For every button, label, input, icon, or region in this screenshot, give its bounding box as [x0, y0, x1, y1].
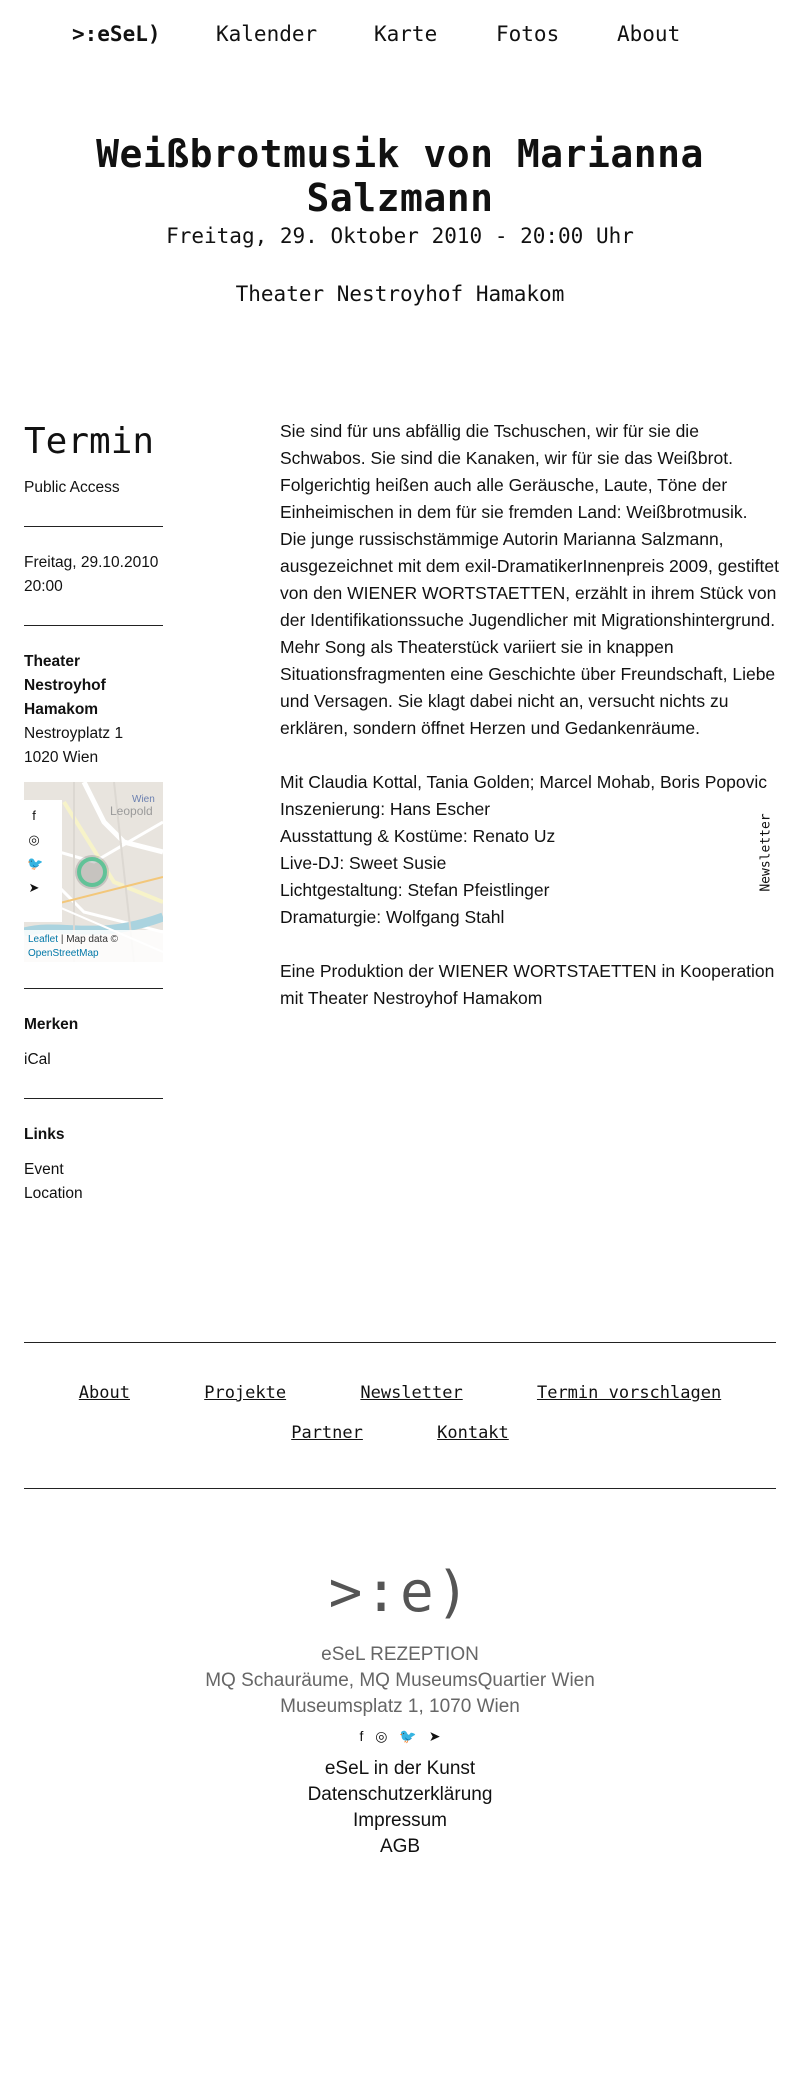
merken-heading: Merken [24, 1016, 79, 1033]
cast-line: Mit Claudia Kottal, Tania Golden; Marcel Mohab, Boris Popovic [280, 772, 768, 792]
access-label: Public Access [24, 479, 120, 496]
footer-link-termin-vorschlagen[interactable]: Termin vorschlagen [536, 1383, 722, 1403]
nav-about[interactable]: About [617, 22, 681, 46]
venue-name-line: Hamakom [24, 701, 99, 718]
links-heading: Links [24, 1126, 65, 1143]
location-map[interactable] [24, 782, 163, 962]
footer-link-projekte[interactable]: Projekte [204, 1383, 287, 1403]
event-title: Weißbrotmusik von Marianna Salzmann [96, 132, 704, 220]
instagram-icon[interactable]: ◎ [28, 832, 40, 847]
credit-line: Ausstattung & Kostüme: Renato Uz [280, 826, 556, 846]
legal-link-impressum[interactable]: Impressum [353, 1810, 447, 1831]
nav-karte[interactable]: Karte [374, 22, 438, 46]
legal-link-datenschutz[interactable]: Datenschutzerklärung [307, 1784, 493, 1805]
credit-line: Live-DJ: Sweet Susie [280, 853, 447, 873]
facebook-icon[interactable]: f [359, 1728, 364, 1744]
event-datetime: Freitag, 29. Oktober 2010 - 20:00 Uhr [166, 224, 634, 248]
telegram-icon[interactable]: ➤ [428, 1728, 441, 1744]
links-block [24, 1099, 163, 1232]
map-label-leopold: Leopold [110, 804, 153, 818]
description-paragraph: Sie sind für uns abfällig die Tschuschen, wir für sie die Schwabos. Sie sind die Kanaken, wir für sie das Weißbrot. Folgerichtig heißen auch alle Geräusche, Laute, Töne der Einheimischen in dem für sie fremden Land: Weißbrotmusik. [280, 421, 748, 522]
footer-divider [24, 1488, 776, 1489]
footer-social-icons [0, 1728, 800, 1745]
footer-logo: >:e) [328, 1560, 472, 1625]
event-link[interactable]: Event [24, 1161, 64, 1178]
venue-city: 1020 Wien [24, 749, 99, 766]
twitter-icon[interactable]: 🐦 [399, 1728, 417, 1744]
description-paragraph: Die junge russischstämmige Autorin Marianna Salzmann, ausgezeichnet mit dem exil-DramatikerInnenpreis 2009, gestiftet von den WIENER WORTSTAETTEN, erzählt in ihrem Stück von der Identifikationssuche Jugendlicher mit Migrationshintergrund. Mehr Song als Theaterstück variiert sie in knappen Situationsfragmenten eine Geschichte über Freundschaft, Liebe und Versagen. Sie klagt dabei nicht an, versucht nichts zu erklären, sondern öffnet Herzen und Gedankenräume. [280, 529, 779, 738]
map-social-bar [24, 800, 62, 922]
venue-street: Nestroyplatz 1 [24, 725, 124, 742]
credit-line: Inszenierung: Hans Escher [280, 799, 491, 819]
merken-block [24, 989, 163, 1098]
twitter-icon[interactable]: 🐦 [27, 856, 44, 871]
date-time: 20:00 [24, 578, 63, 595]
event-description [280, 418, 780, 1012]
venue-block [24, 626, 163, 770]
event-sidebar [24, 420, 163, 1232]
address-line: MQ Schauräume, MQ MuseumsQuartier Wien [205, 1670, 595, 1691]
footer-links-row [24, 1423, 776, 1443]
top-navigation [0, 22, 800, 52]
event-venue: Theater Nestroyhof Hamakom [235, 282, 565, 306]
date-day: Freitag, 29.10.2010 [24, 554, 159, 571]
footer-legal-links [0, 1756, 800, 1860]
footer-link-partner[interactable]: Partner [291, 1423, 363, 1443]
nav-fotos[interactable]: Fotos [496, 22, 560, 46]
credit-line: Dramaturgie: Wolfgang Stahl [280, 907, 505, 927]
legal-link-kunst[interactable]: eSeL in der Kunst [324, 1758, 476, 1779]
address-line: Museumsplatz 1, 1070 Wien [280, 1696, 520, 1717]
facebook-icon[interactable]: f [32, 808, 36, 823]
production-note: Eine Produktion der WIENER WORTSTAETTEN in Kooperation mit Theater Nestroyhof Hamakom [280, 961, 775, 1008]
openstreetmap-link[interactable]: OpenStreetMap [28, 948, 99, 959]
map-attribution-text: | Map data © [60, 934, 119, 945]
termin-heading: Termin [24, 421, 155, 462]
newsletter-tab-label: Newsletter [758, 813, 774, 892]
newsletter-side-tab[interactable] [751, 815, 781, 900]
address-line: eSeL REZEPTION [321, 1644, 479, 1665]
nav-kalender[interactable]: Kalender [216, 22, 318, 46]
legal-link-agb[interactable]: AGB [379, 1836, 421, 1857]
venue-name-line: Nestroyhof [24, 677, 106, 694]
map-attribution [24, 930, 163, 962]
footer-links-row [24, 1383, 776, 1403]
credit-line: Lichtgestaltung: Stefan Pfeistlinger [280, 880, 550, 900]
date-block [24, 527, 163, 625]
brand-logo-link[interactable]: >:eSeL) [72, 22, 161, 46]
map-label-wien: Wien [132, 794, 155, 805]
leaflet-link[interactable]: Leaflet [28, 934, 59, 945]
footer-divider [24, 1342, 776, 1343]
footer-link-kontakt[interactable]: Kontakt [437, 1423, 509, 1443]
location-link[interactable]: Location [24, 1185, 83, 1202]
footer-address [0, 1642, 800, 1720]
footer-link-about[interactable]: About [78, 1383, 130, 1403]
telegram-icon[interactable]: ➤ [28, 880, 40, 895]
venue-name-line: Theater [24, 653, 80, 670]
footer-link-newsletter[interactable]: Newsletter [360, 1383, 463, 1403]
ical-link[interactable]: iCal [24, 1051, 51, 1068]
instagram-icon[interactable]: ◎ [375, 1728, 388, 1744]
